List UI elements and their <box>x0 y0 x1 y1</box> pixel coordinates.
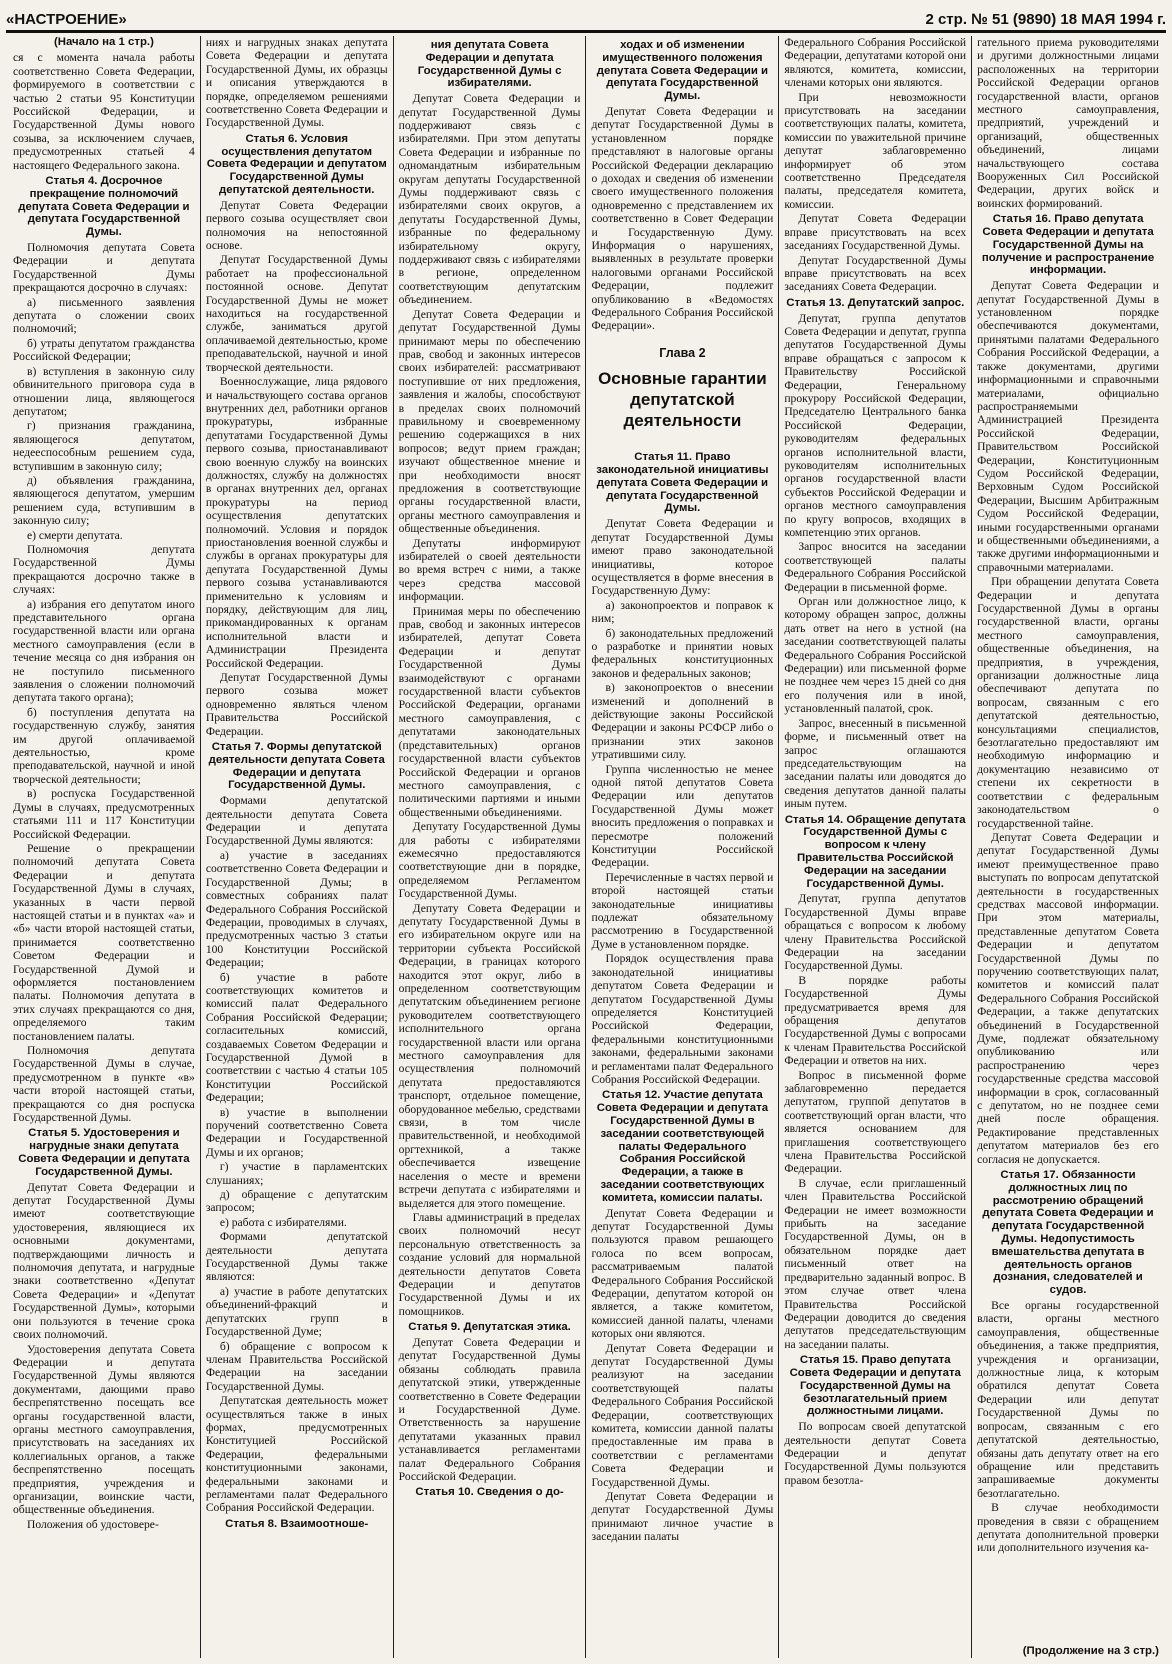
paragraph: Главы администраций в пределах своих полномочий несут персональную ответственность за создание условий для нормальной деятельности депутатов Совета Федерации и депутатов Государственной Думы и их помощников. <box>398 1210 581 1318</box>
paragraph: Формами депутатской деятельности депутата Совета Федерации и депутата Государственной Думы являются: <box>205 794 388 848</box>
paragraph: Порядок осуществления права законодательной инициативы депутатом Совета Федерации и депутатом Государственной Думы определяется Конституцией Российской Федерации, федеральными конституционными законами, федеральными законами и регламентами палат Федерального Собрания Российской Федерации. <box>591 952 774 1086</box>
paragraph: а) письменного заявления депутата о сложении своих полномочий; <box>13 295 195 336</box>
paragraph: Депутат Совета Федерации и депутат Государственной Думы реализуют на заседании соответствующей палаты Федерального Собрания Российской Федерации, соответствующих комитета, комиссии данной палаты предоставленные им права в соответствии с регламентами Совета Федерации и Государственной Думы. <box>591 1341 774 1489</box>
article-heading: Статья 14. Обращение депутата Государственной Думы с вопросом к члену Правительства Российской Федерации на заседании Государственной Думы. <box>784 813 966 890</box>
paragraph: Депутат Государственной Думы вправе присутствовать на всех заседаниях Совета Федерации. <box>784 253 967 294</box>
paragraph: Депутат Совета Федерации и депутат Государственной Думы имеют право законодательной инициативы, которое осуществляется в форме внесения в Государственную Думу: <box>591 517 774 598</box>
paragraph: Депутат Совета Федерации и депутат Государственной Думы в установленном порядке обеспечиваются документами, принятыми палатами Федерального Собрания Российской Федерации, а также документами, другими информационными и справочными материалами, официально распространяемыми Администрацией Президента Российской Федерации, Правительством Российской Федерации, Конституционным Судом Российской Федерации, Верховным Судом Российской Федерации, Высшим Арбитражным Судом Российской Федерации, иными государственными органами и общественными объединениями, а также другими информационными и справочными материалами. <box>977 279 1159 574</box>
column-6 <box>971 36 1164 1658</box>
paragraph: Депутат Совета Федерации и депутат Государственной Думы принимают меры по обеспечению прав, свобод и законных интересов своих избирателей: рассматривают поступившие от них предложения, заявления и жалобы, способствуют в пределах своих полномочий правильному и своевременному решению содержащихся в них вопросов; ведут прием граждан; изучают общественное мнение и при необходимости вносят предложения в соответствующие органы государственной власти, органы местного самоуправления и общественные объединения. <box>398 307 581 536</box>
article-heading: Статья 5. Удостоверения и нагрудные знаки депутата Совета Федерации и депутата Государственной Думы. <box>18 1127 190 1178</box>
issue-info: 2 стр. № 51 (9890) 18 МАЯ 1994 г. <box>925 11 1166 28</box>
paragraph: Запрос вносится на заседании соответствующей палаты Федерального Собрания Российской Федерации в письменной форме. <box>784 540 967 594</box>
paragraph: в) вступления в законную силу обвинительного приговора суда в отношении лица, являющегося депутатом; <box>13 364 195 418</box>
paragraph: Запрос, внесенный в письменной форме, и письменный ответ на запрос оглашаются председательствующим на заседании палаты или доводятся до сведения депутатов данной палаты иным путем. <box>784 716 967 811</box>
column-2 <box>200 36 393 1658</box>
masthead: «НАСТРОЕНИЕ» <box>6 11 127 28</box>
paragraph: б) поступления депутата на государственную службу, занятия им другой оплачиваемой деятельностью, кроме преподавательской, научной и иной творческой деятельности; <box>13 705 195 786</box>
article-heading: Статья 17. Обязанности должностных лиц по рассмотрению обращений депутата Совета Федерации и депутата Государственной Думы. Недопустимость вмешательства депутата в деятельность органов дознания, следователей и судов. <box>982 1169 1154 1297</box>
article-heading: Статья 15. Право депутата Совета Федерации и депутата Государственной Думы на безотлагательный прием должностными лицами. <box>789 1354 961 1418</box>
article-heading: Статья 4. Досрочное прекращение полномочий депутата Совета Федерации и депутата Государственной Думы. <box>18 175 190 239</box>
paragraph: Полномочия депутата Государственной Думы в случае, предусмотренном в пункте «в» части второй настоящей статьи, прекращаются со дня роспуска Государственной Думы. <box>13 1044 195 1125</box>
paragraph: б) утраты депутатом гражданства Российской Федерации; <box>13 336 195 364</box>
paragraph: Депутат Совета Федерации и депутат Государственной Думы имеют преимущественное право выступать по вопросам депутатской деятельности в государственных средствах массовой информации. При этом материалы, представленные депутатом Совета Федерации и депутатом Государственной Думы по поручению соответствующих палат, комитетов и комиссий палат Федерального Собрания Российской Федерации, а также депутатских объединений в Государственной Думе, подлежат обязательному опубликованию или распространению через государственные средства массовой информации в срок, согласованный с депутатом, но не позднее семи дней после обращения. Редактирование представленных депутатом материалов без его согласия не допускается. <box>977 830 1159 1166</box>
article-heading: ходах и об изменении имущественного положения депутата Совета Федерации и депутата Государственной Думы. <box>596 39 769 103</box>
paragraph: Депутату Совета Федерации и депутату Государственной Думы в его избирательном округе или на территории субъекта Российской Федерации, в границах которого находится этот округ, либо в определенном соответствующим депутатским объединением регионе руководителем соответствующего исполнительного органа государственной власти или органа местного самоуправления для осуществления полномочий депутата предоставляются транспорт, отдельное помещение, оборудованное мебелью, средствами связи, в том числе правительственной, и необходимой оргтехникой, а также обеспечивается извещение населения о месте и времени встречи депутата с избирателями и выделяется для этого помещение. <box>398 901 581 1210</box>
paragraph: б) законодательных предложений о разработке и принятии новых федеральных конституционных законов и федеральных законов; <box>591 626 774 680</box>
column-5 <box>778 36 971 1658</box>
article-heading: Статья 9. Депутатская этика. <box>408 1321 571 1334</box>
paragraph: По вопросам своей депутатской деятельности депутат Совета Федерации и депутат Государственной Думы пользуются правом безотла- <box>784 1420 967 1487</box>
paragraph: ниях и нагрудных знаках депутата Совета Федерации и депутата Государственной Думы, их образцы и описания утверждаются в порядке, определяемом решениями соответственно Совета Федерации и Государственной Думы. <box>205 36 388 130</box>
paragraph: в) участие в выполнении поручений соответственно Совета Федерации и Государственной Думы и их органов; <box>205 1105 388 1159</box>
article-heading: Статья 11. Право законодательной инициативы депутата Совета Федерации и депутата Государственной Думы. <box>596 451 769 515</box>
paragraph: Депутат Совета Федерации первого созыва осуществляет свои полномочия на непостоянной основе. <box>205 198 388 253</box>
column-1 <box>8 36 200 1658</box>
paragraph: Депутату Государственной Думы для работы с избирателями ежемесячно предоставляются соответствующие дни в порядке, определяемом Регламентом Государственной Думы. <box>398 820 581 901</box>
chapter-title: Основные гарантии депутатской деятельности <box>598 369 767 431</box>
paragraph: а) участие в работе депутатских объединений-фракций и депутатских групп в Государственной Думе; <box>205 1284 388 1339</box>
paragraph: б) участие в работе соответствующих комитетов и комиссий палат Федерального Собрания Российской Федерации; согласительных комиссий, создаваемых Советом Федерации и Государственной Думой в соответствии с частью 4 статьи 105 Конституции Российской Федерации; <box>205 970 388 1105</box>
paragraph: Депутат, группа депутатов Государственной Думы вправе обращаться с вопросом к любому члену Правительства Российской Федерации на заседании Государственной Думы. <box>784 892 967 973</box>
article-heading: Статья 10. Сведения о до- <box>415 1486 564 1499</box>
chapter-number: Глава 2 <box>659 345 706 360</box>
article-heading: ния депутата Совета Федерации и депутата Государственной Думы с избирателями. <box>417 39 562 90</box>
article-heading: Статья 8. Взаимоотноше- <box>225 1517 369 1530</box>
paragraph: Орган или должностное лицо, к которому обращен запрос, должны дать ответ на него в устной (на заседании соответствующей палаты Федерального Собрания Российской Федерации) или письменной форме не позднее чем через 15 дней со дня его получения или в иной, установленный палатой, срок. <box>784 595 967 716</box>
paragraph: В случае, если приглашенный член Правительства Российской Федерации не имеет возможности прибыть на заседание Государственной Думы, он в обязательном порядке дает письменный ответ на предварительно заданный вопрос. В этом случае ответ члена Правительства Российской Федерации доводится до сведения депутатов председательствующим на заседании палаты. <box>784 1176 967 1351</box>
paragraph: а) законопроектов и поправок к ним; <box>591 598 774 626</box>
paragraph: Формами депутатской деятельности депутата Государственной Думы также являются: <box>205 1230 388 1284</box>
paragraph: Депутат Совета Федерации и депутат Государственной Думы поддерживают связь с избирателями. При этом депутаты Совета Федерации и избранные по одномандатным избирательным округам депутаты Государственной Думы поддерживают связь с избирателями своих округов, а депутаты Государственной Думы, избранные по федеральному избирательному округу, поддерживают связь с избирателями в регионе, определенном соответствующим депутатским объединением. <box>398 92 581 307</box>
article-heading: Статья 16. Право депутата Совета Федерации и депутата Государственной Думы на получение и распространение информации. <box>981 213 1155 277</box>
paragraph: е) работа с избирателями. <box>219 1215 347 1229</box>
column-3 <box>393 36 586 1658</box>
article-heading: Статья 12. Участие депутата Совета Федерации и депутата Государственной Думы в заседании соответствующей палаты Федерального Собрания Российской Федерации, а также в заседании соответствующих комитета, комиссии палаты. <box>596 1089 769 1204</box>
paragraph: Депутат Совета Федерации вправе присутствовать на всех заседаниях Государственной Думы. <box>784 212 967 253</box>
paragraph: а) избрания его депутатом иного представительного органа государственной власти или органа местного самоуправления (если в течение месяца со дня избрания он не поступило письменного заявления о сложении полномочий депутата такого органа); <box>13 597 195 705</box>
paragraph: Депутат Совета Федерации и депутат Государственной Думы пользуются правом решающего голоса по всем вопросам, рассматриваемым палатой Федерального Собрания Российской Федерации, депутатом которой он является, а также комитетом, комиссией данной палаты, членами которых они являются. <box>591 1206 774 1341</box>
article-heading: Статья 6. Условия осуществления депутатом Совета Федерации и депутатом Государственной Думы депутатской деятельности. <box>206 132 387 197</box>
paragraph: в) роспуска Государственной Думы в случаях, предусмотренных статьями 111 и 117 Конституции Российской Федерации. <box>13 787 195 841</box>
paragraph: б) обращение с вопросом к членам Правительства Российской Федерации на заседании Государственной Думы. <box>205 1339 388 1393</box>
paragraph: При невозможности присутствовать на заседании соответствующих палаты, комитета, комиссии по уважительной причине депутат заблаговременно информирует об этом соответственно Председателя палаты, председателя комитета, комиссии. <box>784 90 967 211</box>
paragraph: гательного приема руководителями и другими должностными лицами расположенных на территории Российской Федерации органов государственной власти, органов местного самоуправления, предприятий, учреждений и организаций, общественных объединений, лицами начальствующего состава Вооруженных Сил Российской Федерации, других войск и воинских формирований. <box>977 36 1159 210</box>
paragraph: Депутатская деятельность может осуществляться также в иных формах, предусмотренных Конституцией Российской Федерации, федеральными конституционными законами, федеральными законами и регламентами палат Федерального Собрания Российской Федерации. <box>205 1394 388 1515</box>
paragraph: г) признания гражданина, являющегося депутатом, недееспособным решением суда, вступившим в законную силу; <box>13 419 195 473</box>
article-heading: Статья 7. Формы депутатской деятельности депутата Совета Федерации и депутата Государственной Думы. <box>208 741 385 792</box>
page-header <box>6 6 1166 28</box>
paragraph: Депутат Совета Федерации и депутат Государственной Думы в установленном порядке представляют в налоговые органы Российской Федерации декларацию о доходах и сведения об изменении своего имущественного положения одновременно с представлением их соответственно в Совет Федерации и Государственную Думу. Информация о нарушениях, выявленных в результате проверки налоговыми органами Российской Федерации, подлежит опубликованию в «Ведомостях Федерального Собрания Российской Федерации». <box>591 104 774 333</box>
paragraph: При обращении депутата Совета Федерации и депутата Государственной Думы в органы государственной власти, органы местного самоуправления, общественные объединения, на предприятия, в учреждения, организации должностные лица обеспечивают депутата по вопросам, связанным с его депутатской деятельностью, консультациями специалистов, безотлагательно предоставляют им необходимую информацию и документацию независимо от степени их секретности в соответствии с федеральным законодательством о государственной тайне. <box>977 575 1159 830</box>
paragraph: а) участие в заседаниях соответственно Совета Федерации и Государственной Думы; в совместных собраниях палат Федерального Собрания Российской Федерации, проводимых в случаях, предусмотренных частью 3 статьи 100 Конституции Российской Федерации; <box>205 848 388 970</box>
paragraph: е) смерти депутата. <box>27 528 123 542</box>
paragraph: Решение о прекращении полномочий депутата Совета Федерации и депутата Государственной Думы в случаях, указанных в части первой настоящей статьи и в пунктах «а» и «б» части второй настоящей статьи, принимается соответственно Советом Федерации и Государственной Думой и оформляется постановлением палаты. Полномочия депутата в этих случаях прекращаются со дня, определяемого таким постановлением палаты. <box>13 841 195 1043</box>
paragraph: Депутаты информируют избирателей о своей деятельности во время встреч с ними, а также через средства массовой информации. <box>398 536 581 604</box>
paragraph: В случае необходимости проведения в связи с обращением депутата дополнительной проверки или дополнительного изучения ка- <box>977 1501 1159 1555</box>
paragraph: Вопрос в письменной форме заблаговременно передается депутатом, группой депутатов в соответствующий орган власти, что является основанием для приглашения соответствующего члена Правительства Российской Федерации. <box>784 1068 967 1176</box>
paragraph: в) законопроектов о внесении изменений и дополнений в действующие законы Российской Федерации и законы РСФСР либо о признании этих законов утратившими силу. <box>591 681 774 762</box>
paragraph: Депутат Совета Федерации и депутат Государственной Думы обязаны соблюдать правила депутатской этики, утвержденные соответственно в Совете Федерации и Государственной Думе. Ответственность за нарушение депутатами указанных правил устанавливается регламентами палат Федерального Собрания Российской Федерации. <box>398 1335 581 1484</box>
paragraph: Военнослужащие, лица рядового и начальствующего состава органов внутренних дел, работники органов прокуратуры, избранные депутатами Государственной Думы первого созыва, приостанавливают свою военную службу на воинских должностях, службу на должностях в органах внутренних дел, органах прокуратуры на период осуществления депутатских полномочий. Условия и порядок приостановления военной службы и службы в органах прокуратуры для депутата Государственной Думы первого созыва устанавливаются применительно к условиям и порядку, действующим для лиц, прикомандированных к органам исполнительной власти и Администрации Президента Российской Федерации. <box>205 375 388 670</box>
paragraph: д) обращение с депутатским запросом; <box>205 1188 388 1215</box>
paragraph: Группа численностью не менее одной пятой депутатов Совета Федерации или депутатов Государственной Думы может вносить предложения о поправках и пересмотре положений Конституции Российской Федерации. <box>591 762 774 870</box>
article-heading: Статья 13. Депутатский запрос. <box>786 296 965 309</box>
paragraph: В порядке работы Государственной Думы предусматривается время для обращения депутатов Государственной Думы с вопросами к членам Правительства Российской Федерации и ответов на них. <box>784 973 967 1068</box>
paragraph: Депутат Государственной Думы первого созыва может одновременно являться членом Правительства Российской Федерации. <box>205 671 388 738</box>
paragraph: Полномочия депутата Совета Федерации и депутата Государственной Думы прекращаются досрочно в случаях: <box>13 241 195 295</box>
paragraph: г) участие в парламентских слушаниях; <box>205 1160 388 1187</box>
paragraph: Положения об удостовере- <box>27 1517 159 1531</box>
paragraph: д) объявления гражданина, являющегося депутатом, умершим решением суда, вступившим в законную силу; <box>13 473 195 528</box>
paragraph: Полномочия депутата Государственной Думы прекращаются досрочно также в случаях: <box>13 542 195 597</box>
paragraph: Все органы государственной власти, органы местного самоуправления, общественные объединения, а также предприятия, учреждения и организации, должностные лица, к которым обратился депутат Совета Федерации или депутат Государственной Думы по вопросам, связанным с его депутатской деятельностью, обязаны дать депутату ответ на его обращение или представить запрашиваемые документы безотлагательно. <box>977 1299 1159 1500</box>
paragraph: Принимая меры по обеспечению прав, свобод и законных интересов избирателей, депутат Совета Федерации и депутат Государственной Думы взаимодействуют с органами государственной власти субъектов Российской Федерации, органами местного самоуправления, с депутатами законодательных (представительных) органов государственной власти субъектов Российской Федерации и органов местного самоуправления, с политическими партиями и иными общественными объединениями. <box>398 604 581 819</box>
paragraph: Депутат Совета Федерации и депутат Государственной Думы принимают личное участие в заседании палаты <box>591 1490 774 1544</box>
paragraph: Перечисленные в частях первой и второй настоящей статьи законодательные инициативы подлежат обязательному рассмотрению в Государственной Думе в установленном порядке. <box>591 870 774 951</box>
header-rule <box>6 30 1166 33</box>
column-4 <box>585 36 778 1658</box>
paragraph: Удостоверения депутата Совета Федерации и депутата Государственной Думы являются документами, дающими право беспрепятственно посещать все органы государственной власти, органы местного самоуправления, присутствовать на заседаниях их коллегиальных органов, а также беспрепятственно посещать предприятия, учреждения и организации, воинские части, общественные объединения. <box>13 1342 195 1517</box>
paragraph: Депутат Государственной Думы работает на профессиональной постоянной основе. Депутат Государственной Думы не может находиться на государственной службе, заниматься другой оплачиваемой деятельностью, кроме преподавательской, научной и иной творческой деятельности. <box>205 253 388 374</box>
paragraph: Депутат, группа депутатов Совета Федерации и депутат, группа депутатов Государственной Думы вправе обращаться с запросом к Правительству Российской Федерации, Генеральному прокурору Российской Федерации, Председателю Центрального банка Российской Федерации, руководителям федеральных органов исполнительной власти, руководителям исполнительных органов государственной власти субъектов Российской Федерации и органов местного самоуправления по кругу вопросов, входящих в компетенцию этих органов. <box>784 311 967 540</box>
continued-from-tag: (Начало на 1 стр.) <box>53 36 154 48</box>
article-columns <box>8 36 1164 1658</box>
paragraph: Депутат Совета Федерации и депутат Государственной Думы имеют соответствующие удостоверения, являющиеся их основными документами, подтверждающими личность и полномочия депутата, и нагрудные знаки соответственно «Депутат Совета Федерации» и «Депутат Государственной Думы», которыми они пользуются в течение срока своих полномочий. <box>13 1180 195 1342</box>
paragraph: Федерального Собрания Российской Федерации, депутатами которой они являются, комитета, комиссии, членами которых они являются. <box>784 36 967 90</box>
continued-on-tag: (Продолжение на 3 стр.) <box>977 1645 1159 1658</box>
paragraph: ся с момента начала работы соответственно Совета Федерации, формируемого в соответствии с частью 2 статьи 95 Конституции Российской Федерации, и Государственной Думы нового созыва, за исключением случаев, предусмотренных статьей 4 настоящего Федерального закона. <box>13 51 195 172</box>
